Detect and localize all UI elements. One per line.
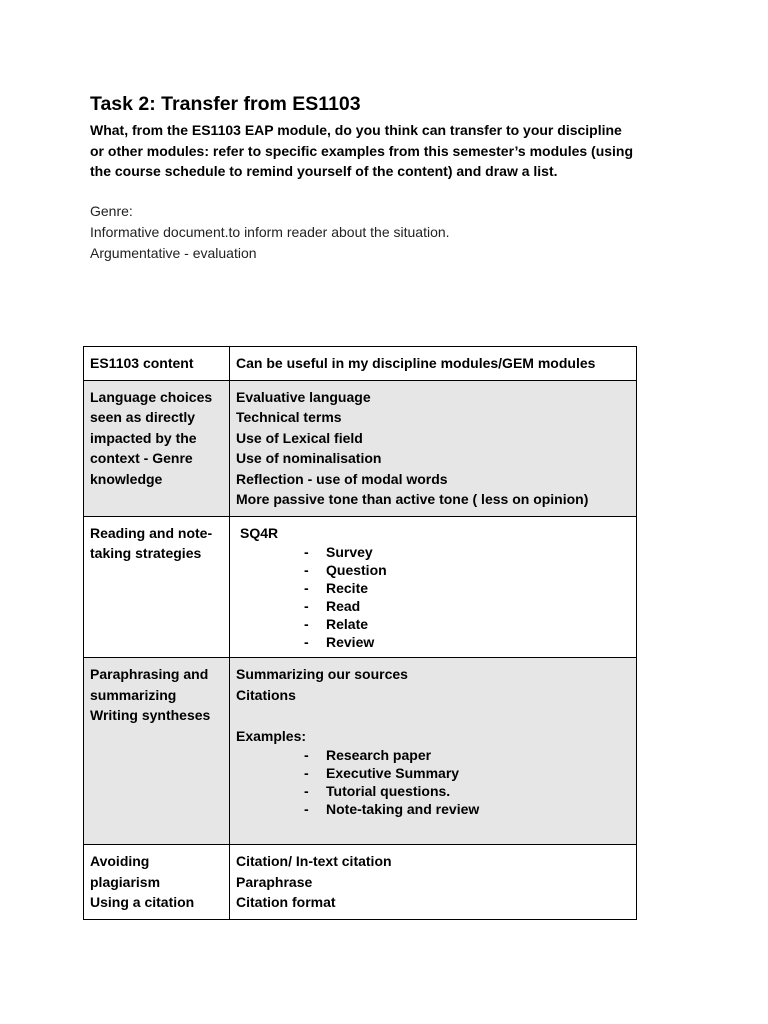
table-row — [84, 845, 637, 920]
list-item-label: Survey — [326, 544, 373, 560]
page-title: Task 2: Transfer from ES1103 — [90, 93, 361, 115]
dash-bullet: - — [304, 801, 309, 817]
usefulness-line: Citation/ In-text citation — [236, 853, 392, 869]
instruction-line: or other modules: refer to specific examples from this semester’s modules (using — [90, 142, 634, 159]
usefulness-line: Use of Lexical field — [236, 429, 363, 446]
genre-label: Genre: — [90, 203, 133, 219]
row-usefulness-cell — [230, 380, 637, 516]
genre-notes — [90, 201, 450, 264]
usefulness-line: Evaluative language — [236, 388, 371, 405]
examples-label: Examples: — [236, 727, 307, 744]
list-item-label: Question — [326, 562, 387, 578]
list-item-label: Recite — [326, 580, 369, 596]
list-item-label: Tutorial questions. — [326, 783, 451, 799]
topic-line: plagiarism — [90, 873, 161, 890]
topic-line: summarizing — [90, 686, 177, 703]
list-item — [236, 633, 630, 651]
list-item — [236, 800, 630, 818]
genre-note-line: Argumentative - evaluation — [90, 245, 257, 261]
dash-bullet: - — [304, 544, 309, 560]
dash-bullet: - — [304, 616, 309, 632]
task-instructions — [90, 120, 690, 182]
usefulness-line: Technical terms — [236, 409, 342, 425]
list-item-label: Research paper — [326, 747, 432, 763]
list-item-label: Executive Summary — [326, 765, 460, 781]
sq4r-heading: SQ4R — [240, 524, 279, 541]
row-usefulness-cell — [230, 658, 637, 845]
instruction-line: What, from the ES1103 EAP module, do you think can transfer to your discipline — [90, 122, 622, 138]
topic-line: Reading and note- — [90, 524, 213, 541]
transfer-table — [83, 346, 637, 920]
genre-note-line: Informative document.to inform reader about the situation. — [90, 224, 450, 240]
list-item — [236, 597, 630, 615]
list-item-label: Relate — [326, 616, 369, 632]
row-usefulness-cell — [230, 516, 637, 658]
topic-line: Using a citation — [90, 894, 195, 910]
list-item — [236, 561, 630, 579]
dash-bullet: - — [304, 580, 309, 596]
list-item — [236, 543, 630, 561]
table-row — [84, 380, 637, 516]
topic-line: Avoiding — [90, 853, 150, 869]
dash-bullet: - — [304, 598, 309, 614]
table-row — [84, 516, 637, 658]
dash-bullet: - — [304, 747, 309, 763]
list-item — [236, 615, 630, 633]
blank-line — [236, 705, 630, 726]
usefulness-line: Paraphrase — [236, 873, 313, 890]
row-topic-cell — [84, 380, 230, 516]
dash-bullet: - — [304, 562, 309, 578]
row-usefulness-cell — [230, 845, 637, 920]
row-topic-cell — [84, 845, 230, 920]
usefulness-line: Citation format — [236, 894, 336, 910]
topic-line: impacted by the — [90, 429, 197, 446]
usefulness-line: More passive tone than active tone ( less on opinion) — [236, 491, 589, 507]
usefulness-line: Summarizing our sources — [236, 666, 408, 682]
topic-line: context - Genre — [90, 450, 193, 466]
list-item-label: Review — [326, 634, 375, 650]
table-header-row — [84, 347, 637, 381]
topic-line: knowledge — [90, 470, 163, 487]
table-row — [84, 658, 637, 845]
header-cell-usefulness: Can be useful in my discipline modules/GEM modules — [230, 347, 637, 381]
list-item — [236, 782, 630, 800]
topic-line: seen as directly — [90, 409, 196, 425]
dash-bullet: - — [304, 783, 309, 799]
instruction-line: the course schedule to remind yourself of the content) and draw a list. — [90, 163, 558, 179]
dash-bullet: - — [304, 634, 309, 650]
usefulness-line: Citations — [236, 686, 296, 703]
dash-bullet: - — [304, 765, 309, 781]
sq4r-list — [236, 543, 630, 651]
usefulness-line: Reflection - use of modal words — [236, 470, 448, 487]
row-topic-cell — [84, 658, 230, 845]
topic-line: Paraphrasing and — [90, 666, 209, 682]
list-item — [236, 579, 630, 597]
header-cell-content: ES1103 content — [84, 347, 230, 381]
topic-line: Writing syntheses — [90, 707, 211, 723]
topic-line: taking strategies — [90, 545, 202, 561]
list-item-label: Note-taking and review — [326, 801, 480, 817]
list-item — [236, 746, 630, 764]
list-item-label: Read — [326, 598, 361, 614]
row-topic-cell — [84, 516, 230, 658]
topic-line: Language choices — [90, 388, 213, 405]
usefulness-line: Use of nominalisation — [236, 450, 382, 466]
list-item — [236, 764, 630, 782]
examples-list — [236, 746, 630, 818]
